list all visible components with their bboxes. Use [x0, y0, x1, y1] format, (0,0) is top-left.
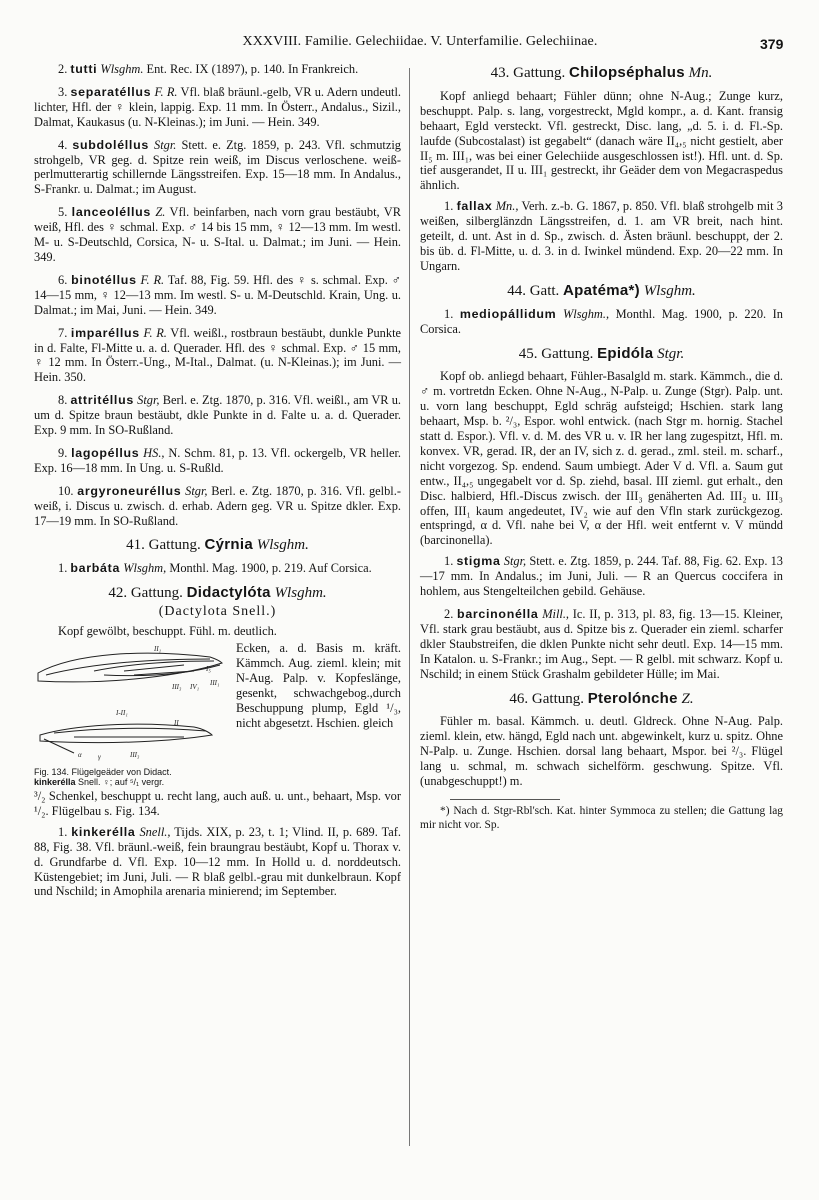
species-entry: [420, 199, 783, 274]
species-author: Wlsghm.,: [562, 306, 610, 321]
figure-block: [34, 641, 401, 787]
species-name: barbáta: [70, 561, 121, 576]
figure-caption-species: kinkeréllа: [34, 777, 76, 787]
genus-label: 46. Gattung.: [509, 690, 584, 707]
species-name: mediopállidum: [459, 306, 557, 321]
species-text: Monthl. Mag. 1900, p. 219. Auf Corsica.: [169, 561, 372, 576]
genus-description: Kopf anliegd behaart; Fühler dünn; ohne N-Aug.; Zunge kurz, beschuppt. Palp. s. lang, vorgestreckt, Mgld kompr., a. d. Kant. fransig behaart, Egld versteckt. Vfl. gestreckt, Disc. lang, „d. 5. i. d. Fl.-Sp. laufde (Subcostalast) ist gegabelt“ (danach wäre II₄,₅ nicht gestielt, aber II₅ m. III₁, was bei einer Gelechiide ausgeschlossen ist!). Hfl. unt. d. Sp. tief ausgerandet, II u. III₁ gestreckt, ihr Geäder dem von Megacraspedus ähnlich.: [420, 88, 783, 193]
genus-description-start: Kopf gewölbt, beschuppt. Fühl. m. deutlich.: [58, 624, 277, 639]
species-number: 2.: [58, 62, 68, 76]
species-author: Z.: [155, 205, 166, 220]
genus-heading-44: [420, 281, 783, 299]
genus-author: Wlsghm.: [643, 282, 696, 299]
species-entry: [34, 273, 401, 318]
left-column: [34, 62, 401, 907]
species-text: Vfl. beinfarben, nach vorn grau bestäubt, VR weiß, Hfl. des ♀ schmal. Exp. ♂ 14 bis 15 mm, ♀ 12—13 mm. Im westl. M- u. S-Deutschld, Corsica, N- u. S-Ital. u. Dalmat.; im Juni. — Hein. 349.: [34, 205, 401, 264]
species-name: imparéllus: [70, 325, 140, 340]
species-text: Monthl. Mag. 1900, p. 220. In Corsica.: [420, 306, 783, 336]
figure-caption-text: Fig. 134. Flügelgeäder von Didact.: [34, 767, 172, 777]
species-list: [34, 62, 401, 528]
genus-name: Didactylóta: [186, 584, 271, 602]
figure-label: II₁: [154, 645, 162, 653]
figure-label: IV₁: [190, 683, 200, 691]
species-name: attritéllus: [70, 393, 134, 408]
figure-label: I-II₁: [116, 709, 128, 717]
species-author: Wlsghm,: [123, 561, 167, 576]
species-list: [420, 554, 783, 681]
forewing-outline: [38, 653, 222, 682]
species-number: 7.: [58, 325, 68, 340]
species-number: 1.: [444, 306, 454, 321]
genus-name: Chilopséphalus: [568, 64, 685, 81]
species-entry: [34, 393, 401, 438]
species-entry: [420, 554, 783, 599]
genus-name: Pterolónche: [587, 689, 678, 707]
figure-caption-magnification: Snell. ♀; auf ⁵/₁ vergr.: [78, 777, 165, 787]
species-number: 8.: [58, 393, 68, 408]
genus-name: Epidóla: [597, 344, 654, 362]
species-name: binotéllus: [71, 272, 137, 287]
species-entry: [34, 205, 401, 265]
species-name: stigma: [456, 554, 501, 569]
species-name: kinkeréllа: [71, 824, 136, 839]
species-number: 4.: [58, 137, 68, 152]
genus-label: 42. Gattung.: [108, 585, 183, 602]
genus-author: Wlsghm.: [256, 537, 309, 554]
page-header: [0, 34, 819, 56]
species-author: Wlsghm.: [100, 62, 144, 76]
species-number: 9.: [58, 445, 68, 460]
species-number: 1.: [444, 554, 454, 569]
genus-author: Z.: [681, 690, 694, 707]
figure-label: III₃: [172, 683, 182, 691]
species-author: Stgr,: [137, 393, 160, 408]
species-number: 3.: [58, 84, 68, 99]
species-author: F. R.: [154, 84, 178, 99]
species-entry: [34, 326, 401, 386]
genus-heading-45: [420, 344, 783, 362]
genus-label: 44. Gatt.: [507, 282, 560, 299]
species-text: Ic. II, p. 313, pl. 83, fig. 13—15. Kleiner, Vfl. stark grau bestäubt, aus d. Spitze bis z. Querader ein zieml. scharfer dkler Staubstreifen, die dklen Punkte nicht sehr deutl. Exp. 14—15 mm. In Katalon. u. S-Frankr.; im Aug., Sept. — R gelbl. mit schwarz. Kopf u. Nschild; in einem Stück Grashalm gebildeter Hülle; im Mai.: [420, 607, 783, 681]
genus-description-side: Ecken, a. d. Basis m. kräft. Kämmch. Aug. zieml. klein; mit N-Aug. Palp. v. Kopfeslänge, gesenkt, schwachgebog.,durch Beschuppung plump, Egld ¹/₃, nicht abgesetzt. Hschien. gleich: [236, 641, 401, 730]
species-name: lagopéllus: [71, 445, 140, 460]
species-author: HS.,: [143, 445, 165, 460]
species-author: Stgr,: [185, 483, 208, 498]
genus-name: Apatéma*): [563, 281, 640, 299]
species-text: Stett. e. Ztg. 1859, p. 243. Vfl. schmutzig strohgelb, VR geg. d. Spitze rein weiß, im Discus verloschene. weiß-perlmutterartig schillernde Längsstreifen. Exp. 15—18 mm. In Andalus., S-Frankr. u. Dalmat.; im August.: [34, 137, 401, 197]
genus-author: Stgr.: [657, 345, 685, 362]
species-number: 2.: [444, 607, 454, 621]
genus-heading-41: [34, 538, 401, 553]
species-text: Vfl. blaß bräunl.-gelb, VR u. Adern undeutl. lichter, Hfl. der ♀ klein, lappig. Exp. 11 mm. In Österr., Andalus., Sizil., Dalmat, Kaukasus (u. N-Kleinas.); im Juni. — Hein. 349.: [34, 84, 402, 129]
figure-label: α: [78, 751, 82, 759]
species-entry: [420, 607, 783, 682]
page-number: 379: [760, 36, 784, 52]
genus-heading-46: [420, 689, 783, 707]
genus-author: Wlsghm.: [274, 585, 327, 602]
genus-description: Kopf ob. anliegd behaart, Fühler-Basalgld m. stark. Kämmch., die d. ♂ m. vortretdn Ecken. Ohne N-Aug., N-Palp. u. Zunge (Stgr). Palp. unt. u. vorn lang beschuppt, Egld schräg aufsteigd; Hschien. stark lang behaart, Msp. b. ²/₃, Espor. wohl entwick. (nach Stgr m. hornig. Stachel statt d. Espor.). Vfl. v. d. M. des VR u. v. IR her lang zugespitzt, Hfl. m. konvex. VR, gerad. IR, der an IV, sich z. d. gerad., zml. steil. m. scharf., nicht vorgezog. Sp. endend. Saum umbiegt. Ader V d. Vfl. a. Saum gut entw., II₄,₅ ungegabelt vor d. Sp. ziehd, basal. III zieml. gut erhalt., den Disc. halbierd, Hfl.-Discus zwisch. der III₃ genäherten Ad. III₂ u. III₃ offen, III₁ kaum angedeutet, IV₂ wie auf den Vfln stark zurückgezog. entspringd, α d. Vfl. nahe bei V, α der Hfl. weit entfernt v. V mündd (barcinonella).: [420, 369, 783, 548]
genus-heading-43: [420, 66, 783, 81]
species-number: 1.: [444, 199, 454, 214]
genus-label: 43. Gattung.: [490, 65, 566, 81]
species-entry: [34, 138, 401, 198]
species-name: lanceoléllus: [71, 205, 152, 220]
species-author: F. R.: [143, 325, 167, 340]
genus-description-end: ³/₂ Schenkel, beschuppt u. recht lang, auch auß. u. unt., behaart, Msp. vor ¹/₂. Flügelbau s. Fig. 134.: [34, 789, 401, 818]
species-name: argyroneuréllus: [77, 483, 182, 498]
species-text: N. Schm. 81, p. 13. Vfl. ockergelb, VR heller. Exp. 16—18 mm. In Ung. u. S-Rußld.: [34, 445, 401, 475]
species-text: Berl. e. Ztg. 1870, p. 316. Vfl. gelbl.-weiß, i. Discus u. zwisch. d. erhab. Adern geg. VR u. Spitze dkler. Exp. 17—19 mm. In SO-Rußland.: [34, 483, 401, 528]
figure-caption: [34, 767, 230, 787]
species-name: fallax: [456, 199, 493, 214]
species-number: 1.: [58, 824, 68, 839]
genus-label: 41. Gattung.: [126, 537, 201, 554]
right-column: [420, 62, 783, 832]
footnote-rule: [450, 799, 560, 800]
footnote: *) Nach d. Stgr-Rbl'sch. Kat. hinter Symmoca zu stellen; die Gattung lag mir nicht vor. Sp.: [420, 804, 783, 831]
species-entry: [34, 62, 401, 77]
species-text: Verh. z.-b. G. 1867, p. 850. Vfl. blaß strohgelb mit 3 weißen, silberglänzdn Längsstreifen, d. 1. am VR breit, nach hint. geteilt, d. unt. Ast in d. Sp., zwisch. d. Ästen bräunl. beschuppt, der 2. bis üb. d. Fl-Mitte, u. d. 3. in d. Iwinkel mündend. Exp. 20—22 mm. In Ungarn.: [420, 199, 783, 273]
figure-label: I₅: [206, 665, 211, 673]
species-number: 1.: [58, 561, 68, 576]
species-entry: [420, 307, 783, 337]
genus-author: Mn.: [688, 65, 713, 81]
running-head: XXXVIII. Familie. Gelechiidae. V. Unterfamilie. Gelechiinae.: [242, 34, 598, 49]
species-entry: [34, 484, 401, 529]
species-author: Mn.,: [495, 199, 519, 214]
species-name: tutti: [70, 62, 98, 76]
figure-label: II: [174, 719, 179, 727]
genus-heading-42: [34, 586, 401, 601]
species-name: subdoléllus: [72, 137, 149, 152]
genus-synonym: (Dactylota Snell.): [158, 604, 277, 620]
species-author: Mill.,: [542, 607, 570, 621]
wing-venation-diagram: [34, 641, 230, 763]
species-number: 10.: [58, 483, 74, 498]
figure-label: III₃: [130, 751, 140, 759]
figure-label: III₁: [210, 679, 220, 687]
species-name: barcinonélla: [457, 607, 539, 621]
species-author: F. R.: [140, 272, 165, 287]
vein: [54, 728, 206, 733]
species-name: separatéllus: [70, 84, 152, 99]
genus-name: Cýrnia: [204, 536, 253, 554]
hindwing-outline: [40, 724, 212, 742]
species-text: Stett. e. Ztg. 1859, p. 244. Taf. 88, Fig. 62. Exp. 13—17 mm. In Andalus.; im Juni, Juli. — R an Quercus coccifera in hohlem, aus Stengelteilchen gebild. Gehäuse.: [420, 554, 783, 599]
vein: [124, 665, 184, 671]
figure-label: γ: [98, 753, 101, 761]
vein: [44, 739, 74, 753]
species-author: Stgr.: [154, 137, 177, 152]
species-text: Berl. e. Ztg. 1870, p. 316. Vfl. weißl., am VR u. um d. Spitze braun bestäubt, dkle Punkte in d. Falte u. a. d. Querader. Exp. 9 mm. In SO-Rußland.: [34, 393, 401, 438]
species-entry: [34, 561, 401, 576]
species-author: Stgr,: [503, 554, 527, 569]
wing-venation-figure: [34, 641, 230, 787]
species-text: Ent. Rec. IX (1897), p. 140. In Frankreich.: [146, 62, 359, 76]
species-number: 5.: [58, 205, 68, 220]
genus-description: Fühler m. basal. Kämmch. u. deutl. Gldreck. Ohne N-Aug. Palp. zieml. klein, etw. hängd, Egld nach unt. abgewinkelt, kurz u. spitz. Ohne N-Palp. u. Zunge. Hschien. dorsal lang behaart, Mspor. bei ²/₃. Flügel lang u. schmal, m. schwach sichelförm. geschwung. Spitze. Vfl. (unabgeschuppt!) m.: [420, 714, 783, 789]
species-text: Vfl. weißl., rostbraun bestäubt, dunkle Punkte in d. Falte, Fl-Mitte u. a. d. Querader. Hfl. des ♀ schmal. Exp. ♂ 15 mm, ♀ 12 mm. In Österr.-Ung., M-Ital., Dalmat. (u. N-Kleinas.); im Juni. — Hein. 350.: [34, 325, 402, 385]
species-text: Taf. 88, Fig. 59. Hfl. des ♀ s. schmal. Exp. ♂ 14—15 mm, ♀ 12—13 mm. Im westl. S- u. M-Deutschld. Krain, Ung. u. Dalmat.; im Mai, Juni. — Hein. 349.: [34, 272, 401, 317]
species-author: Snell.,: [139, 824, 171, 839]
column-divider: [409, 68, 410, 1146]
species-text: Tijds. XIX, p. 23, t. 1; Vlind. II, p. 689. Taf. 88, Fig. 38. Vfl. bräunl.-weiß, fein braungrau bestäubt, Kopf u. Thorax v. d. Grundfarbe d. Vfl. Exp. 10—12 mm. In Holld u. d. norddeutsch. Küstengebiet; im Juni, Juli. — R blaß gelbl.-grau mit dunkelbraun. Kopf und Nschild; in Amophila arenaria minierend; im September.: [34, 824, 401, 899]
genus-label: 45. Gattung.: [518, 345, 594, 362]
species-entry: [34, 85, 401, 130]
species-number: 6.: [58, 272, 68, 287]
species-entry: [34, 446, 401, 476]
species-entry: [34, 825, 401, 900]
